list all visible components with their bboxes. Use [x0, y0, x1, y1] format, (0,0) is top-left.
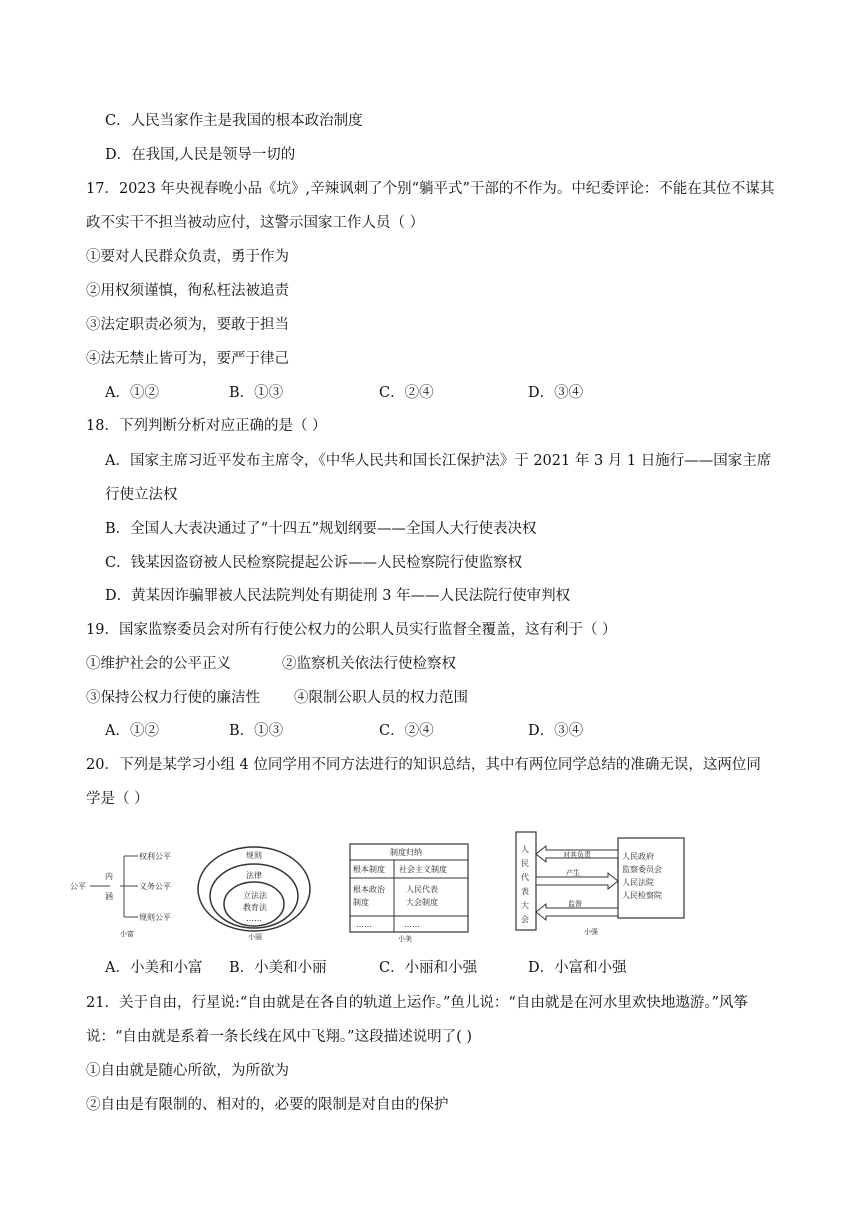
q19-option-a: A．①② [105, 723, 159, 739]
q17-option-c: C．②④ [379, 385, 434, 401]
fig3-cell-3a: 根本政治 [353, 885, 385, 894]
fig1-inner1: 内 [105, 872, 113, 881]
fig3-cell-4b: 大会制度 [406, 898, 438, 907]
fig3-cell-6: …… [404, 920, 420, 929]
q17-item-2: ②用权须谨慎，徇私枉法被追责 [86, 283, 289, 299]
fig3-cell-1: 根本制度 [353, 865, 385, 874]
fig2-caption: 小丽 [248, 933, 262, 941]
fig4-caption: 小强 [584, 928, 598, 936]
q19-item-3: ③保持公权力行使的廉洁性 [86, 690, 260, 706]
fig4-left-2: 民 [521, 859, 529, 868]
fig2-ring-3b: 教育法 [243, 903, 267, 912]
fig1-inner2: 涵 [105, 892, 113, 901]
q16-option-c: C．人民当家作主是我国的根本政治制度 [105, 113, 363, 129]
fig4-right-1: 人民政府 [622, 852, 654, 861]
fig3-cell-3b: 制度 [353, 898, 369, 907]
q18-option-b: B．全国人大表决通过了“十四五”规划纲要——全国人大行使表决权 [105, 521, 537, 537]
q19-item-4: ④限制公职人员的权力范围 [294, 690, 468, 706]
q20-option-d: D．小富和小强 [528, 960, 627, 976]
q17-item-1: ①要对人民群众负责，勇于作为 [86, 249, 289, 265]
q20-option-c: C．小丽和小强 [379, 960, 478, 976]
q17-option-d: D．③④ [528, 385, 584, 401]
fig3-cell-2: 社会主义制度 [399, 865, 447, 874]
fig1-branch-3: 规则公平 [139, 913, 171, 922]
q17-item-3: ③法定职责必须为，要敢于担当 [86, 317, 289, 333]
q21-stem-line2: 说：“自由就是系着一条长线在风中飞翔。”这段描述说明了( ) [86, 1029, 472, 1045]
q17-option-a: A．①② [105, 385, 159, 401]
fig3-caption: 小美 [398, 935, 412, 943]
q17-stem-line2: 政不实干不担当被动应付，这警示国家工作人员（ ） [86, 215, 425, 231]
fig2-ring-2: 法律 [246, 871, 262, 880]
q19-option-b: B．①③ [229, 723, 284, 739]
q18-option-a-line1: A．国家主席习近平发布主席令，《中华人民共和国长江保护法》于 2021 年 3 月 1 日施行——国家主席 [105, 453, 772, 469]
fig2-ring-1: 规则 [246, 851, 262, 860]
fig2-ring-3c: …… [246, 914, 262, 923]
fig4-right-2: 监察委员会 [622, 865, 662, 874]
fig4-right-3: 人民法院 [622, 878, 654, 887]
q17-stem-line1: 17．2023 年央视春晚小品《坑》,辛辣讽刺了个别“躺平式”干部的不作为。中纪委评论：不能在其位不谋其 [86, 181, 775, 197]
q17-option-b: B．①③ [229, 385, 284, 401]
q18-option-d: D．黄某因诈骗罪被人民法院判处有期徒刑 3 年——人民法院行使审判权 [105, 588, 571, 604]
fig1-root: 公平 [70, 882, 86, 891]
fig4-arrow-1: 对其负责 [563, 851, 591, 859]
q20-stem-line1: 20．下列是某学习小组 4 位同学用不同方法进行的知识总结，其中有两位同学总结的准确无误，这两位同 [86, 757, 761, 773]
q20-option-b: B．小美和小丽 [229, 960, 327, 976]
fig4-arrow-2: 产生 [566, 869, 580, 877]
fig1-branch-2: 义务公平 [139, 882, 171, 891]
fig4-left-5: 大 [521, 901, 529, 910]
q19-item-1: ①维护社会的公平正义 [86, 656, 231, 672]
q19-option-d: D．③④ [528, 723, 584, 739]
q20-option-a: A．小美和小富 [105, 960, 203, 976]
fig4-left-4: 表 [521, 887, 529, 896]
fig3-cell-5: …… [356, 920, 372, 929]
figure-xiaoli [198, 847, 310, 941]
q19-stem: 19．国家监察委员会对所有行使公权力的公职人员实行监督全覆盖，这有利于（ ） [86, 622, 617, 638]
q20-figures [70, 826, 776, 944]
q17-item-4: ④法无禁止皆可为，要严于律己 [86, 351, 289, 367]
figure-xiaoqiang [516, 832, 684, 936]
fig4-left-3: 代 [521, 873, 529, 882]
q18-option-c: C．钱某因盗窃被人民检察院提起公诉——人民检察院行使监察权 [105, 555, 523, 571]
fig4-left-1: 人 [521, 845, 529, 854]
q18-option-a-line2: 行使立法权 [105, 487, 178, 503]
q19-option-c: C．②④ [379, 723, 434, 739]
q20-stem-line2: 学是（ ） [86, 791, 149, 807]
fig4-left-6: 会 [521, 915, 529, 924]
fig2-ring-3a: 立法法 [243, 891, 267, 900]
q16-option-d: D．在我国,人民是领导一切的 [105, 147, 296, 163]
fig3-header: 制度归纳 [390, 848, 422, 857]
figure-xiaomei [350, 844, 468, 943]
fig1-caption: 小富 [120, 930, 134, 938]
fig3-cell-4a: 人民代表 [406, 885, 438, 894]
figure-xiaofu [70, 851, 171, 938]
q19-item-2: ②监察机关依法行使检察权 [282, 656, 456, 672]
q18-stem: 18．下列判断分析对应正确的是（ ） [86, 418, 327, 434]
fig1-branch-1: 权利公平 [139, 852, 171, 861]
fig4-arrow-3: 监督 [568, 900, 582, 908]
q21-item-1: ①自由就是随心所欲，为所欲为 [86, 1063, 289, 1079]
q21-stem-line1: 21．关于自由，行星说:“自由就是在各自的轨道上运作。”鱼儿说：“自由就是在河水里欢快地遨游。”风筝 [86, 995, 748, 1011]
fig4-right-4: 人民检察院 [622, 891, 662, 900]
q21-item-2: ②自由是有限制的、相对的，必要的限制是对自由的保护 [86, 1097, 449, 1113]
